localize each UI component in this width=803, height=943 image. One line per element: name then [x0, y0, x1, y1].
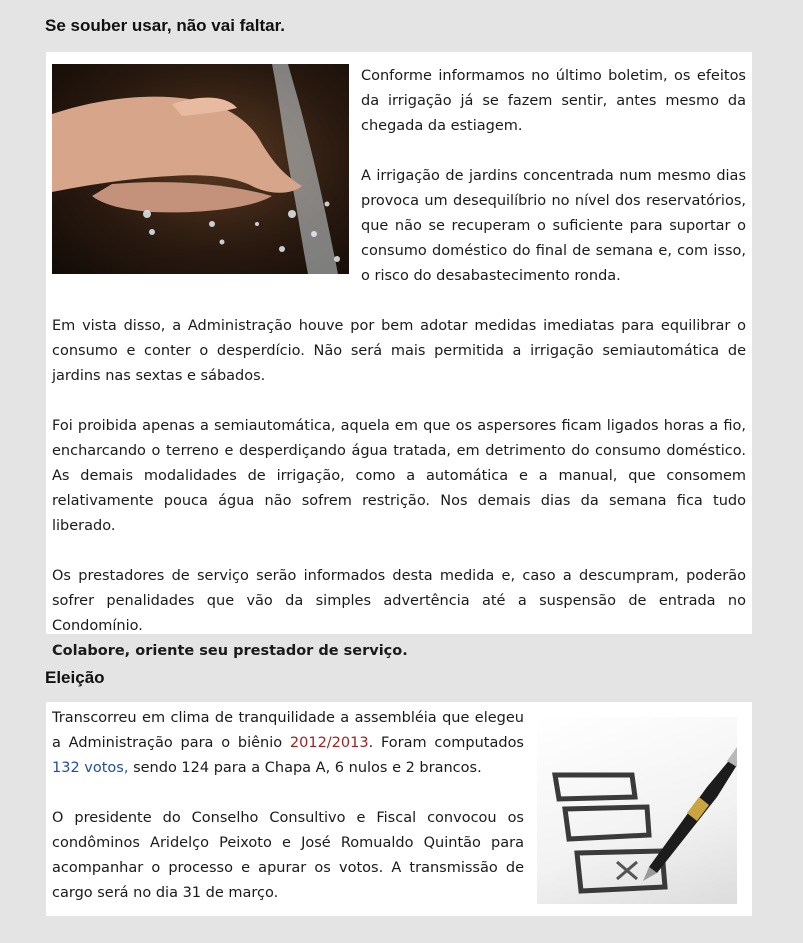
- election-article-panel: [46, 702, 752, 916]
- section-title-water: Se souber usar, não vai faltar.: [45, 16, 285, 35]
- water-article-body: [52, 64, 746, 664]
- water-paragraph-1: Conforme informamos no último boletim, os efeitos da irrigação já se fazem sentir, antes mesmo da chegada da estiagem.: [361, 68, 746, 134]
- water-paragraph-5: [52, 564, 746, 664]
- election-paragraph-2: O presidente do Conselho Consultivo e Fiscal convocou os condôminos Aridelço Peixoto e José Romualdo Quintão para acompanhar o processo e apurar os votos. A transmissão de cargo será no dia 31 de março.: [52, 810, 524, 901]
- ballot-checkbox-pen-image: [537, 717, 737, 904]
- water-paragraph-4: Foi proibida apenas a semiautomática, aquela em que os aspersores ficam ligados horas a fio, encharcando o terreno e desperdiçando água tratada, em detrimento do consumo doméstico. As demais modalidades de irrigação, como a automática e a manual, que consomem relativamente pouca água não sofrem restrição. Nos demais dias da semana fica tudo liberado.: [52, 418, 746, 534]
- section-title-election: Eleição: [45, 668, 105, 687]
- water-paragraph-2: A irrigação de jardins concentrada num mesmo dias provoca um desequilíbrio no nível dos reservatórios, que não se recuperam o suficiente para suportar o consumo doméstico do final de semana e, com isso, o risco do desabastecimento ronda.: [361, 168, 746, 284]
- election-votes: 132 votos,: [52, 760, 129, 776]
- water-call-to-action: Colabore, oriente seu prestador de serviço.: [52, 643, 408, 659]
- election-paragraph-1: [52, 706, 524, 781]
- election-text-a: Transcorreu em clima de tranquilidade a assembléia que elegeu a Administração para o biênio: [52, 710, 524, 751]
- water-article-panel: [46, 52, 752, 659]
- water-paragraph-3: Em vista disso, a Administração houve por bem adotar medidas imediatas para equilibrar o consumo e conter o desperdício. Não será mais permitida a irrigação semiautomática de jardins nas sextas e sábados.: [52, 318, 746, 384]
- election-article-body: [52, 706, 524, 906]
- election-period: 2012/2013: [289, 735, 369, 751]
- election-text-b: . Foram computados: [368, 735, 524, 751]
- hands-water-image: [52, 64, 349, 274]
- election-text-c: sendo 124 para a Chapa A, 6 nulos e 2 brancos.: [128, 760, 482, 776]
- water-paragraph-5-text: Os prestadores de serviço serão informados desta medida e, caso a descumpram, poderão sofrer penalidades que vão da simples advertência até a suspensão de entrada no Condomínio.: [52, 568, 746, 634]
